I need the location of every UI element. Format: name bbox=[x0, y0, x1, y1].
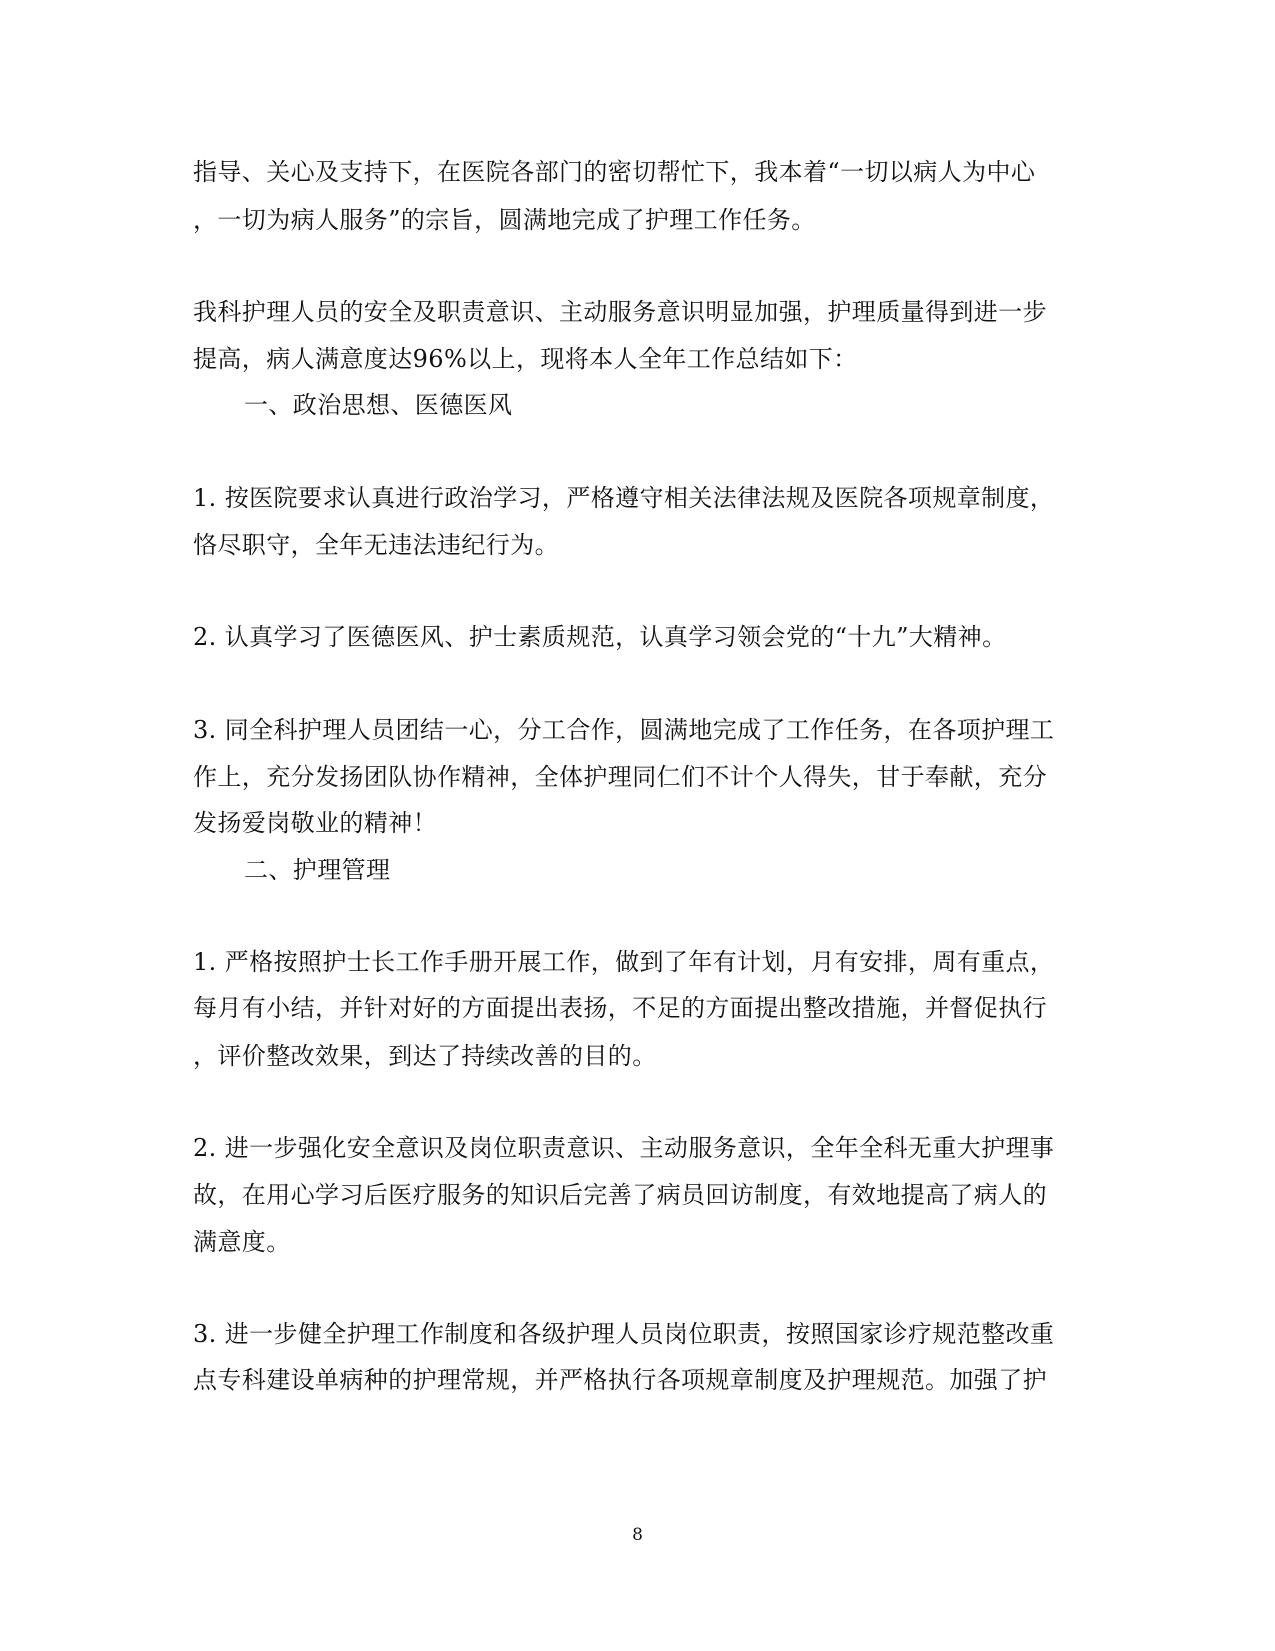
management-item-1-line-1: 1. 严格按照护士长工作手册开展工作，做到了年有计划，月有安排，周有重点， bbox=[193, 948, 1055, 976]
section-heading-politics: 一、政治思想、医德医风 bbox=[244, 391, 513, 419]
section-heading-nursing-management: 二、护理管理 bbox=[244, 856, 391, 884]
management-item-1-line-2: 每月有小结，并针对好的方面提出表扬，不足的方面提出整改措施，并督促执行 bbox=[193, 994, 1047, 1022]
politics-item-1-line-1: 1. 按医院要求认真进行政治学习，严格遵守相关法律法规及医院各项规章制度， bbox=[193, 484, 1055, 512]
management-item-2-line-1: 2. 进一步强化安全意识及岗位职责意识、主动服务意识，全年全科无重大护理事 bbox=[193, 1134, 1055, 1162]
management-item-3-line-2: 点专科建设单病种的护理常规，并严格执行各项规章制度及护理规范。加强了护 bbox=[193, 1366, 1047, 1394]
paragraph-summary-line-1: 我科护理人员的安全及职责意识、主动服务意识明显加强，护理质量得到进一步 bbox=[193, 298, 1047, 326]
page-number: 8 bbox=[632, 1525, 643, 1545]
management-item-1-line-3: ，评价整改效果，到达了持续改善的目的。 bbox=[193, 1042, 657, 1070]
paragraph-summary-line-2: 提高，病人满意度达96%以上，现将本人全年工作总结如下： bbox=[193, 345, 858, 373]
politics-item-3-line-1: 3. 同全科护理人员团结一心，分工合作，圆满地完成了工作任务，在各项护理工 bbox=[193, 716, 1055, 744]
paragraph-intro-line-1: 指导、关心及支持下，在医院各部门的密切帮忙下，我本着“一切以病人为中心 bbox=[193, 158, 1036, 186]
management-item-3-line-1: 3. 进一步健全护理工作制度和各级护理人员岗位职责，按照国家诊疗规范整改重 bbox=[193, 1320, 1055, 1348]
paragraph-intro-line-2: ，一切为病人服务”的宗旨，圆满地完成了护理工作任务。 bbox=[193, 206, 816, 234]
politics-item-3-line-2: 作上，充分发扬团队协作精神，全体护理同仁们不计个人得失，甘于奉献，充分 bbox=[193, 763, 1047, 791]
politics-item-1-line-2: 恪尽职守，全年无违法违纪行为。 bbox=[193, 531, 559, 559]
politics-item-3-line-3: 发扬爱岗敬业的精神！ bbox=[193, 809, 437, 837]
politics-item-2-line-1: 2. 认真学习了医德医风、护士素质规范，认真学习领会党的“十九”大精神。 bbox=[193, 623, 1007, 651]
management-item-2-line-3: 满意度。 bbox=[193, 1228, 291, 1256]
management-item-2-line-2: 故，在用心学习后医疗服务的知识后完善了病员回访制度，有效地提高了病人的 bbox=[193, 1181, 1047, 1209]
